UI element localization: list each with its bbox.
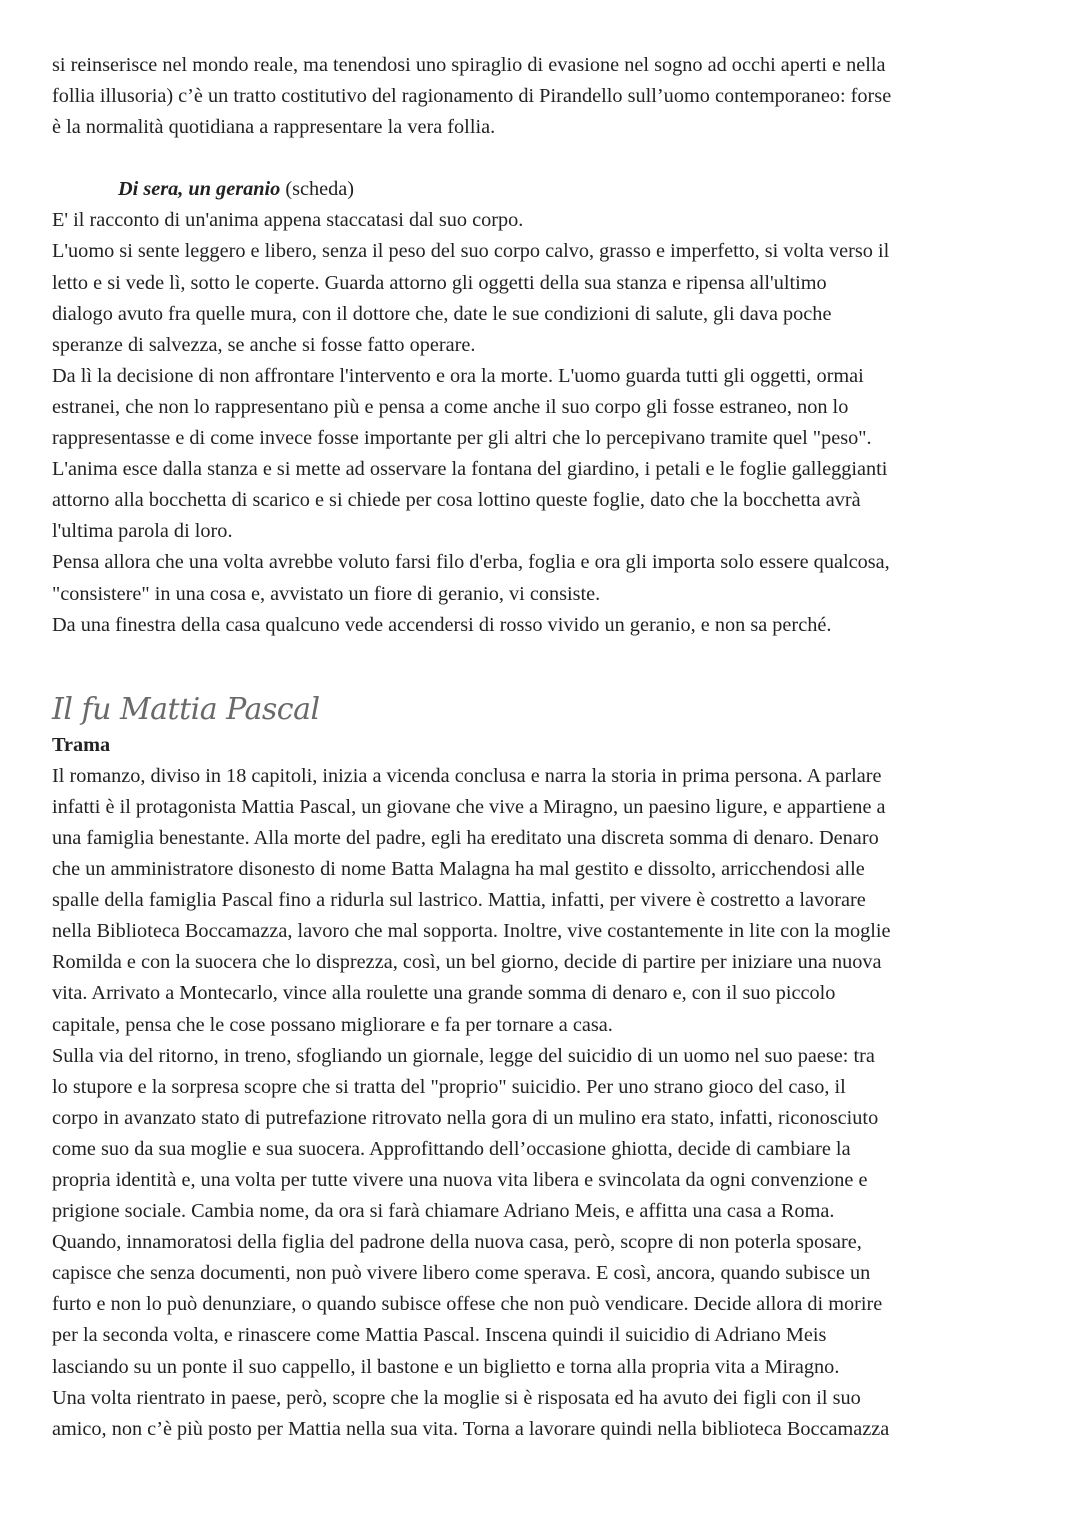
text-line: prigione sociale. Cambia nome, da ora si farà chiamare Adriano Meis, e affitta una casa a Roma. [52, 1200, 835, 1223]
text-line: per la seconda volta, e rinascere come Mattia Pascal. Inscena quindi il suicidio di Adriano Meis [52, 1324, 827, 1347]
text-line: rappresentasse e di come invece fosse importante per gli altri che lo percepivano tramite quel "peso". [52, 427, 872, 450]
scheda-title-suffix: (scheda) [280, 178, 355, 201]
text-line: capitale, pensa che le cose possano migliorare e fa per tornare a casa. [52, 1013, 613, 1036]
text-line: L'uomo si sente leggero e libero, senza il peso del suo corpo calvo, grasso e imperfetto, si volta verso il [52, 240, 890, 263]
text-line: L'anima esce dalla stanza e si mette ad osservare la fontana del giardino, i petali e le foglie galleggianti [52, 458, 888, 481]
text-line: corpo in avanzato stato di putrefazione ritrovato nella gora di un mulino era stato, infatti, riconosciuto [52, 1106, 879, 1129]
text-line: speranze di salvezza, se anche si fosse fatto operare. [52, 333, 476, 356]
scheda-body [52, 205, 1042, 640]
text-line: amico, non c’è più posto per Mattia nella sua vita. Torna a lavorare quindi nella biblioteca Boccamazza [52, 1417, 890, 1440]
text-line: propria identità e, una volta per tutte vivere una nuova vita libera e svincolata da ogni convenzione e [52, 1169, 868, 1191]
text-line: capisce che senza documenti, non può vivere libero come sperava. E così, ancora, quando subisce un [52, 1262, 871, 1285]
trama-body [52, 761, 1042, 1445]
text-line: attorno alla bocchetta di scarico e si chiede per cosa lottino queste foglie, dato che la bocchetta avrà [52, 489, 861, 512]
document-page [52, 50, 1042, 1445]
text-line: Il romanzo, diviso in 18 capitoli, inizia a vicenda conclusa e narra la storia in prima persona. A parlare [52, 764, 882, 787]
text-line: Romilda e con la suocera che lo disprezza, così, un bel giorno, decide di partire per iniziare una nuova [52, 951, 882, 974]
text-line: Una volta rientrato in paese, però, scopre che la moglie si è risposata ed ha avuto dei figli con il suo [52, 1386, 861, 1409]
text-line: l'ultima parola di loro. [52, 520, 233, 543]
text-line: Da lì la decisione di non affrontare l'intervento e ora la morte. L'uomo guarda tutti gli oggetti, ormai [52, 364, 864, 387]
text-line: che un amministratore disonesto di nome Batta Malagna ha mal gestito e dissolto, arricchendosi alle [52, 858, 865, 881]
text-line: Sulla via del ritorno, in treno, sfogliando un giornale, legge del suicidio di un uomo nel suo paese: tra [52, 1044, 875, 1067]
text-line: infatti è il protagonista Mattia Pascal, un giovane che vive a Miragno, un paesino ligure, e appartiene a [52, 795, 886, 818]
text-line: lo stupore e la sorpresa scopre che si tratta del "proprio" suicidio. Per uno strano gioco del caso, il [52, 1075, 846, 1098]
scheda-heading [52, 174, 1042, 205]
text-line: una famiglia benestante. Alla morte del padre, egli ha ereditato una discreta somma di denaro. Denaro [52, 826, 879, 849]
intro-paragraph [52, 50, 1042, 143]
paragraph-gap [52, 143, 1042, 174]
text-line: nella Biblioteca Boccamazza, lavoro che mal sopporta. Inoltre, vive costantemente in lite con la moglie [52, 920, 891, 943]
text-line: E' il racconto di un'anima appena staccatasi dal suo corpo. [52, 209, 524, 232]
text-line: Pensa allora che una volta avrebbe voluto farsi filo d'erba, foglia e ora gli importa solo essere qualcosa, [52, 551, 890, 574]
text-line: Quando, innamoratosi della figlia del padrone della nuova casa, però, scopre di non poterla sposare, [52, 1231, 862, 1254]
text-line: estranei, che non lo rappresentano più e pensa a come anche il suo corpo gli fosse estraneo, non lo [52, 395, 849, 418]
text-line: vita. Arrivato a Montecarlo, vince alla roulette una grande somma di denaro e, con il suo piccolo [52, 982, 836, 1005]
text-line: si reinserisce nel mondo reale, ma tenendosi uno spiraglio di evasione nel sogno ad occhi aperti e nella [52, 54, 886, 76]
section-subheading: Trama [52, 733, 111, 756]
scheda-title: Di sera, un geranio [118, 178, 281, 201]
text-line: Da una finestra della casa qualcuno vede accendersi di rosso vivido un geranio, e non sa perché. [52, 613, 832, 636]
text-line: dialogo avuto fra quelle mura, con il dottore che, date le sue condizioni di salute, gli dava poche [52, 302, 832, 325]
text-line: furto e non lo può denunziare, o quando subisce offese che non può vendicare. Decide allora di morire [52, 1293, 883, 1316]
text-line: è la normalità quotidiana a rappresentare la vera follia. [52, 116, 496, 139]
text-line: "consistere" in una cosa e, avvistato un fiore di geranio, vi consiste. [52, 582, 601, 605]
section-title: Il fu Mattia Pascal [52, 691, 320, 727]
text-line: letto e si vede lì, sotto le coperte. Guarda attorno gli oggetti della sua stanza e ripensa all'ultimo [52, 271, 827, 294]
text-line: lasciando su un ponte il suo cappello, il bastone e un biglietto e torna alla propria vita a Miragno. [52, 1355, 840, 1378]
text-line: spalle della famiglia Pascal fino a ridurla sul lastrico. Mattia, infatti, per vivere è costretto a lavorare [52, 889, 866, 912]
text-line: come suo da sua moglie e sua suocera. Approfittando dell’occasione ghiotta, decide di cambiare la [52, 1137, 851, 1160]
section-gap [52, 641, 1042, 688]
text-line: follia illusoria) c’è un tratto costitutivo del ragionamento di Pirandello sull’uomo contemporaneo: forse [52, 85, 892, 108]
